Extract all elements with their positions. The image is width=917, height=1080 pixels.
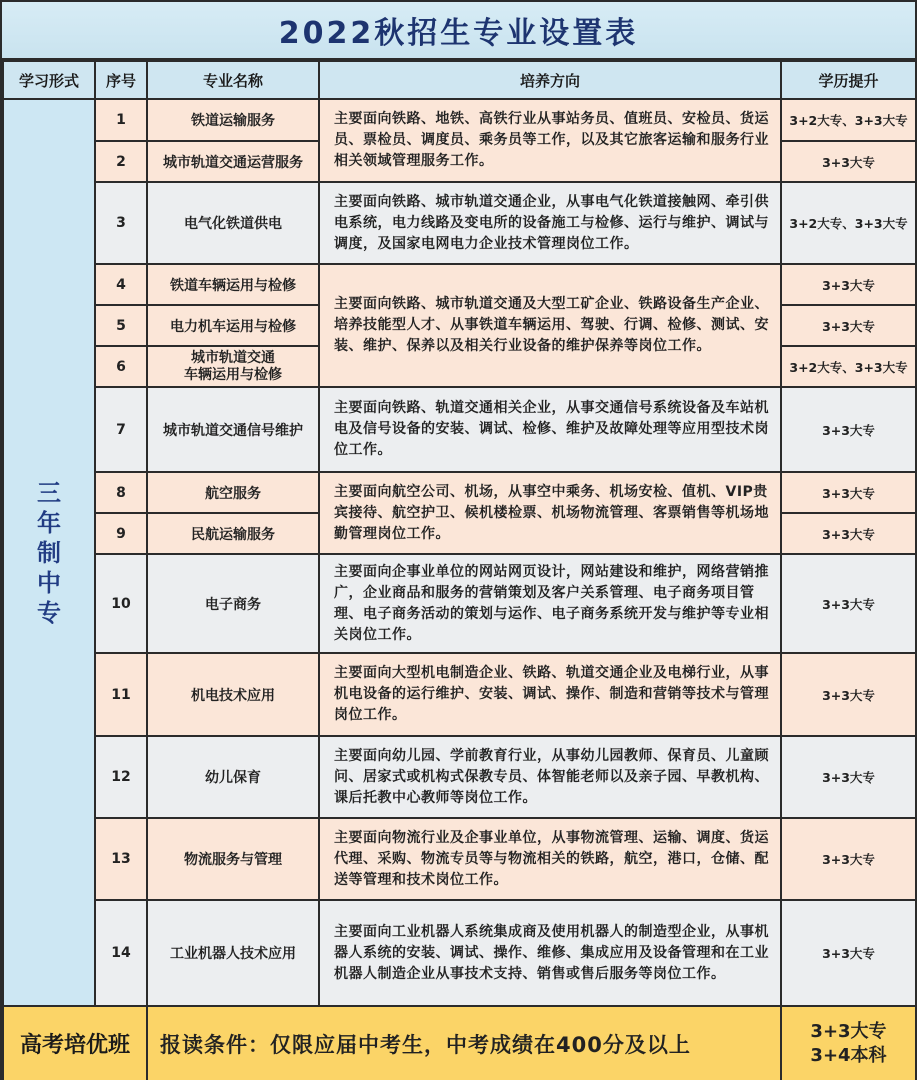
major-number: 1 xyxy=(95,99,147,141)
major-upgrade: 3+3大专 xyxy=(781,513,916,554)
major-upgrade: 3+3大专 xyxy=(781,736,916,818)
major-upgrade: 3+3大专 xyxy=(781,818,916,900)
table-row xyxy=(3,182,916,264)
major-name: 铁道运输服务 xyxy=(147,99,319,141)
table-header-row xyxy=(3,61,916,99)
study-form-cell: 三年制中专 xyxy=(3,99,95,1006)
major-upgrade: 3+2大专、3+3大专 xyxy=(781,182,916,264)
major-upgrade: 3+3大专 xyxy=(781,387,916,472)
major-direction: 主要面向铁路、城市轨道交通及大型工矿企业、铁路设备生产企业、培养技能型人才、从事铁道车辆运用、驾驶、行调、检修、测试、安装、维护、保养以及相关行业设备的维护保养等岗位工作。 xyxy=(319,264,781,387)
page-title: 2022秋招生专业设置表 xyxy=(2,2,915,60)
major-direction: 主要面向航空公司、机场，从事空中乘务、机场安检、值机、VIP贵宾接待、航空护卫、候机楼检票、机场物流管理、客票销售等机场地勤管理岗位工作。 xyxy=(319,472,781,554)
major-name: 电气化铁道供电 xyxy=(147,182,319,264)
major-number: 10 xyxy=(95,554,147,653)
footer-class-label: 高考培优班 xyxy=(3,1006,147,1080)
major-direction: 主要面向企事业单位的网站网页设计，网站建设和维护，网络营销推广，企业商品和服务的营销策划及客户关系管理、电子商务项目管理、电子商务活动的策划与运作、电子商务系统开发与维护等专业相关岗位工作。 xyxy=(319,554,781,653)
major-name-line2: 车辆运用与检修 xyxy=(184,366,282,383)
table-row xyxy=(3,99,916,141)
major-name: 机电技术应用 xyxy=(147,653,319,736)
table-row xyxy=(3,472,916,513)
major-name-line1: 城市轨道交通 xyxy=(191,349,275,366)
table-row xyxy=(3,653,916,736)
footer-condition: 报读条件：仅限应届中考生，中考成绩在400分及以上 xyxy=(147,1006,781,1080)
major-upgrade: 3+2大专、3+3大专 xyxy=(781,346,916,387)
table-row xyxy=(3,264,916,305)
footer-upgrade-line1: 3+3大专 xyxy=(810,1020,887,1042)
major-number: 9 xyxy=(95,513,147,554)
major-direction: 主要面向铁路、轨道交通相关企业，从事交通信号系统设备及车站机电及信号设备的安装、调试、检修、维护及故障处理等应用型技术岗位工作。 xyxy=(319,387,781,472)
major-name: 城市轨道交通运营服务 xyxy=(147,141,319,182)
major-direction: 主要面向铁路、地铁、高铁行业从事站务员、值班员、安检员、货运员、票检员、调度员、乘务员等工作，以及其它旅客运输和服务行业相关领域管理服务工作。 xyxy=(319,99,781,182)
major-direction: 主要面向大型机电制造企业、铁路、轨道交通企业及电梯行业，从事机电设备的运行维护、安装、调试、操作、制造和营销等技术与管理岗位工作。 xyxy=(319,653,781,736)
footer-row xyxy=(3,1006,916,1080)
major-number: 6 xyxy=(95,346,147,387)
table-row xyxy=(3,554,916,653)
major-upgrade: 3+2大专、3+3大专 xyxy=(781,99,916,141)
major-name: 幼儿保育 xyxy=(147,736,319,818)
majors-table xyxy=(2,60,917,1080)
major-number: 8 xyxy=(95,472,147,513)
footer-upgrade-line2: 3+4本科 xyxy=(810,1044,887,1066)
major-upgrade: 3+3大专 xyxy=(781,472,916,513)
major-upgrade: 3+3大专 xyxy=(781,141,916,182)
major-upgrade: 3+3大专 xyxy=(781,900,916,1006)
header-upgrade: 学历提升 xyxy=(781,61,916,99)
major-direction: 主要面向物流行业及企事业单位，从事物流管理、运输、调度、货运代理、采购、物流专员等与物流相关的铁路，航空，港口，仓储、配送等管理和技术岗位工作。 xyxy=(319,818,781,900)
major-upgrade: 3+3大专 xyxy=(781,554,916,653)
major-number: 12 xyxy=(95,736,147,818)
major-number: 5 xyxy=(95,305,147,346)
major-name: 物流服务与管理 xyxy=(147,818,319,900)
major-number: 11 xyxy=(95,653,147,736)
footer-upgrade xyxy=(781,1006,916,1080)
table-row xyxy=(3,387,916,472)
major-upgrade: 3+3大专 xyxy=(781,305,916,346)
header-direction: 培养方向 xyxy=(319,61,781,99)
table-row xyxy=(3,900,916,1006)
major-name xyxy=(147,346,319,387)
major-number: 2 xyxy=(95,141,147,182)
major-name: 电力机车运用与检修 xyxy=(147,305,319,346)
table-row xyxy=(3,736,916,818)
major-number: 3 xyxy=(95,182,147,264)
major-direction: 主要面向幼儿园、学前教育行业，从事幼儿园教师、保育员、儿童顾问、居家式或机构式保教专员、体智能老师以及亲子园、早教机构、课后托教中心教师等岗位工作。 xyxy=(319,736,781,818)
major-upgrade: 3+3大专 xyxy=(781,264,916,305)
major-name: 航空服务 xyxy=(147,472,319,513)
major-upgrade: 3+3大专 xyxy=(781,653,916,736)
major-name: 民航运输服务 xyxy=(147,513,319,554)
major-number: 4 xyxy=(95,264,147,305)
major-name: 铁道车辆运用与检修 xyxy=(147,264,319,305)
major-name: 电子商务 xyxy=(147,554,319,653)
major-name: 城市轨道交通信号维护 xyxy=(147,387,319,472)
major-name: 工业机器人技术应用 xyxy=(147,900,319,1006)
major-direction: 主要面向铁路、城市轨道交通企业，从事电气化铁道接触网、牵引供电系统，电力线路及变电所的设备施工与检修、运行与维护、调试与调度，及国家电网电力企业技术管理岗位工作。 xyxy=(319,182,781,264)
major-number: 14 xyxy=(95,900,147,1006)
major-number: 13 xyxy=(95,818,147,900)
table-row xyxy=(3,818,916,900)
header-major-name: 专业名称 xyxy=(147,61,319,99)
header-number: 序号 xyxy=(95,61,147,99)
major-direction: 主要面向工业机器人系统集成商及使用机器人的制造型企业，从事机器人系统的安装、调试、操作、维修、集成应用及设备管理和在工业机器人制造企业从事技术支持、销售或售后服务等岗位工作。 xyxy=(319,900,781,1006)
major-number: 7 xyxy=(95,387,147,472)
header-study-form: 学习形式 xyxy=(3,61,95,99)
